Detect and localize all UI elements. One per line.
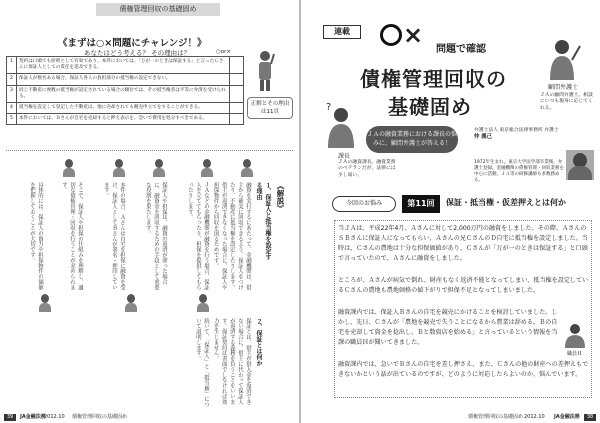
page-number: 39	[4, 414, 16, 421]
quiz-question: 契約は口頭でも原則として有効であり、本件においては、「万が一のときは保証する」と言ったＣさんに保証人としての責任を追及できる。	[17, 57, 230, 74]
avatar	[124, 294, 138, 312]
manager-caption: ＪＡの融資課長。融資業務のベテランだが、法律には少し弱い。	[338, 160, 396, 178]
topic-label: 今回のお悩み	[332, 196, 396, 212]
running-head: 債権管理回収の基礎固め	[96, 3, 220, 16]
issue-date: 2012.10	[44, 414, 65, 420]
section-heading: ２、保証とは何か	[255, 318, 262, 366]
answer-box[interactable]	[230, 114, 244, 125]
standing-man-illustration	[255, 50, 275, 92]
topic-header	[332, 195, 594, 213]
page-number: 38	[584, 414, 596, 421]
answer-box[interactable]	[230, 103, 244, 114]
right-page	[300, 0, 600, 423]
magazine-name: JA金融法務	[554, 414, 580, 420]
circle-icon	[380, 24, 402, 46]
issue-date: 2012.10	[524, 414, 545, 420]
officer-label: 職員Ｈ	[567, 351, 583, 357]
author-org: 弁護士法人 東京総合法律事務所 弁護士	[474, 128, 559, 133]
answer-note: 正解とその理由は11頁	[247, 97, 293, 119]
footer	[300, 412, 600, 423]
text-column: 本件の場合、Ａさんは自宅を担保に融資を受け、保証人としてＢさんが署名・押印しています。	[102, 182, 125, 290]
avatar	[196, 294, 210, 312]
avatar	[152, 159, 166, 177]
lawyer-caption: ＪＡの顧問弁護士。相談にいつも親身に応じてくれる。	[540, 93, 593, 111]
quiz-question: 抵当権を設定して登記した不動産は、他に売却されても競売申立てをすることができる。	[17, 103, 230, 114]
footer	[0, 412, 300, 423]
avatar	[200, 159, 214, 177]
avatar	[112, 159, 126, 177]
avatar	[38, 294, 52, 312]
quiz-row: 1 契約は口頭でも原則として有効であり、本件においては、「万が一のときは保証する」と言ったＣさんに保証人としての責任を追及できる。	[7, 57, 244, 74]
quiz-row: 3 同じ不動産に複数の抵当権が設定されている場合の順位では、その抵当権者は平等に弁済を受けられる。	[7, 85, 244, 102]
lawyer-label: 顧問弁護士	[548, 84, 579, 91]
footer-section: 債権管理回収の基礎固め	[468, 414, 524, 420]
avatar	[240, 159, 254, 177]
magazine-name: JA金融法務	[20, 414, 46, 420]
footer-section: 債権管理回収の基礎固め	[72, 414, 128, 420]
quiz-row: 4 抵当権を設定して登記した不動産は、他に売却されても競売申立てをすることができる。	[7, 103, 244, 114]
text-column: 保証人や担保は、融資の返済が滞った場合に、融資金を回収するための手段として重要な役割を果たします。	[144, 182, 167, 290]
topic-title: 保証・抵当権・仮差押えとは何か	[446, 198, 566, 207]
episode-number: 第11回	[402, 195, 440, 213]
case-paragraph: 融資課内では、保証人Ｂさんの自宅を競売にかけることを検討していました。しかし、先日、Ｃさんが「農地を競売で失うことになるから農業は辞める。Ｂの自宅を売却して資金を捻出し、Ｂと数資店を始める」と言っているという情報を当課の職員Ｈが聞いてきました。	[338, 309, 558, 346]
manager-illustration	[322, 100, 356, 148]
ox-column-label: ○or×	[216, 49, 232, 55]
page-title-line2: 基礎固め	[388, 95, 472, 119]
text-column: 具体的には、保証人の資力や担保物件の価値を把握しておくことが大切です。	[28, 182, 43, 290]
manager-label: 課長	[338, 153, 351, 160]
quiz-row: 2 保証人が数名ある場合、保証人各人の負担部分の抵当権の設定できない。	[7, 74, 244, 85]
quiz-table	[6, 56, 244, 125]
author-photo	[566, 150, 594, 180]
text-column: そこで、保証人や担保の仕組みを理解し、適切な債権管理・回収を行うことが求められます。	[60, 182, 83, 290]
lawyer-illustration	[542, 38, 582, 80]
section-heading: １、保証人と抵当権を設定する理由	[255, 182, 271, 260]
text-column: 続いて、「保証人」と「抵当権」について説明します。	[194, 318, 209, 408]
section-body: 融資を実行するにあたって、金融機関は、借主から確実に回収できるよう、保証人をつけたり、不動産に抵当権を設定したりします。借主が返済できなくなった場合に、保証人や担保物件から回収を図るためです。	[212, 182, 251, 290]
case-paragraph: ところが、Ａさんが病気で倒れ、財産もなく返済不能となってしまい、抵当権を設定しているＣさんの農地も農地価格の値下がりで担保不足となってしまいました。	[338, 277, 589, 294]
answer-box[interactable]	[230, 74, 244, 85]
ox-mark	[380, 20, 423, 49]
tagline-bubble: ＪＡの融資業務における課長の悩みに、顧問弁護士が答える！	[366, 126, 458, 153]
cross-icon: ×	[403, 21, 424, 49]
answer-box[interactable]	[230, 57, 244, 74]
title-prefix: 問題で確認	[436, 44, 486, 55]
svg-text:?: ?	[326, 102, 332, 113]
officer-illustration	[562, 322, 588, 348]
character-icons-row	[0, 292, 300, 316]
quiz-title: 《まずは○×問題にチャレンジ！》	[58, 38, 207, 49]
page-title: 債権管理回収の	[360, 67, 507, 91]
author-bio: 1972年生まれ。東京大学法学部卒業後、弁護士登録。金融機関の債権管理・回収業務を中心に活動。ＪＡ等の研修講師も多数務める。	[474, 160, 564, 184]
commentary-heading: 《解説》	[276, 182, 285, 212]
divider	[6, 150, 293, 151]
quiz-question: 本件においては、Ｂさんが自宅を売却すると押え表示を、急いで費用を処分すべきである。	[17, 114, 230, 125]
case-paragraph: 当ＪＡは、平成22年4月、Ａさんに対して2,000万円の融資をしました。その際、ＡさんのＳＢさんに保証人になってもらい、Ａさんの兄ＣさんのＤ自宅に抵当権を設定しました。当時は、Ｃさんの農地は十分な担保価値があり、Ｃさんが「万が一のときは保証する」と口頭で言っていたので、Ａさんに融資をしました。	[338, 225, 588, 262]
author-block	[474, 128, 566, 141]
section-body: 保証とは、借主が借入金を返済できない場合に、借主に代わって保証人が返済する義務を負うことをいいます。保証契約は書面でしなければ効力を生じません。	[212, 318, 251, 405]
quiz-row: 5 本件においては、Ｂさんが自宅を売却すると押え表示を、急いで費用を処分すべきである。	[7, 114, 244, 125]
case-paragraph: 融資課内では、急いでＢさんの自宅を差し押さえ、また、Ｃさんの他の財産への差押えもできないかという話が出ているのですが、どのように対応したらよいのか、悩んでいます。	[338, 361, 589, 378]
quiz-question: 保証人が数名ある場合、保証人各人の負担部分の抵当権の設定できない。	[17, 74, 230, 85]
quiz-question: 同じ不動産に複数の抵当権が設定されている場合の順位では、その抵当権者は平等に弁済を受けられる。	[17, 85, 230, 102]
author-name: 仲 義己	[474, 134, 493, 141]
text-column: ＪＡなどの金融機関が融資を行う場合、保証人を立ててもらったり、担保を提供してもらったりします。	[186, 182, 209, 290]
character-icons-row	[0, 155, 300, 179]
quiz-subtitle: あなたはどう考える？ その理由は？	[84, 49, 191, 57]
answer-box[interactable]	[230, 85, 244, 102]
series-badge: 連載	[323, 25, 361, 39]
avatar	[62, 159, 76, 177]
